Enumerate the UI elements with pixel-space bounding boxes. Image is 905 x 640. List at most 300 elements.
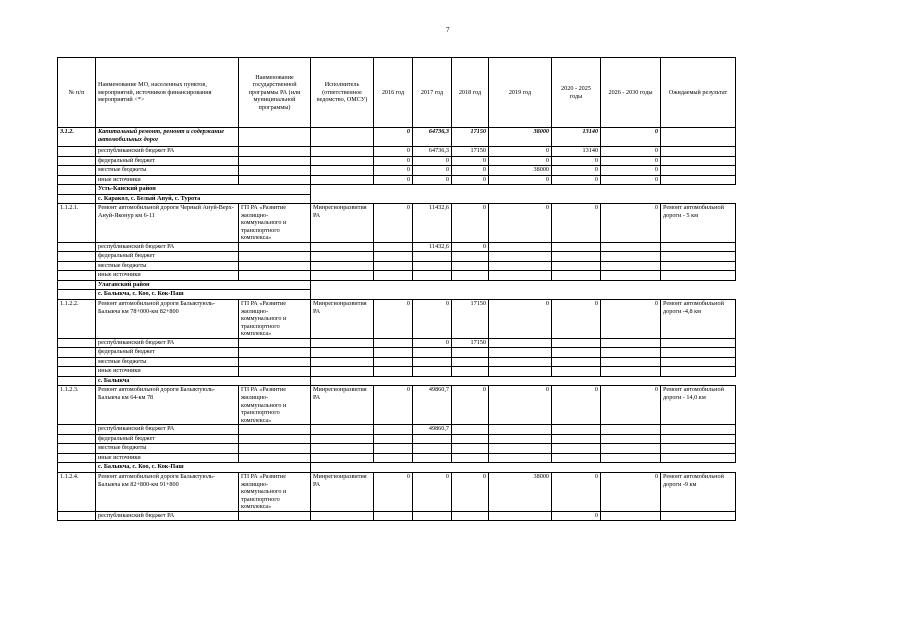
cell xyxy=(311,463,736,473)
cell: ГП РА «Развитие жилищно-коммунального и транспортного комплекса» xyxy=(239,386,311,425)
cell xyxy=(552,453,601,463)
cell xyxy=(239,338,311,348)
section-heading: с. Каракол, с. Белый Ануй, с. Турота xyxy=(96,194,311,204)
cell xyxy=(311,271,374,281)
cell: 17150 xyxy=(452,338,489,348)
cell xyxy=(601,434,661,444)
cell xyxy=(311,128,374,147)
cell xyxy=(239,511,311,521)
cell xyxy=(374,242,413,252)
cell xyxy=(601,271,661,281)
cell xyxy=(552,242,601,252)
cell xyxy=(239,367,311,377)
cell xyxy=(239,434,311,444)
cell xyxy=(413,444,452,454)
cell xyxy=(661,147,736,157)
table-row xyxy=(58,204,736,243)
header-cell: Наименование МО, населенных пунктов, мероприятий, источников финансирования мероприятий <*> xyxy=(96,58,239,128)
cell: Минрегионразвития РА xyxy=(311,204,374,243)
table-row xyxy=(58,444,736,454)
cell xyxy=(58,444,96,454)
cell xyxy=(311,425,374,435)
cell xyxy=(58,367,96,377)
cell xyxy=(58,166,96,176)
table-row xyxy=(58,299,736,338)
cell xyxy=(661,175,736,185)
cell xyxy=(311,166,374,176)
cell xyxy=(239,147,311,157)
cell: федеральный бюджет xyxy=(96,434,239,444)
cell xyxy=(311,252,374,262)
table-row xyxy=(58,185,736,195)
section-heading: Усть-Канский район xyxy=(96,185,311,195)
cell xyxy=(413,434,452,444)
cell: Минрегионразвития РА xyxy=(311,472,374,511)
cell: 0 xyxy=(374,175,413,185)
cell: республиканский бюджет РА xyxy=(96,242,239,252)
cell xyxy=(489,453,552,463)
cell xyxy=(413,357,452,367)
cell xyxy=(239,348,311,358)
cell: ГП РА «Развитие жилищно-коммунального и транспортного комплекса» xyxy=(239,299,311,338)
cell: республиканский бюджет РА xyxy=(96,511,239,521)
cell: федеральный бюджет xyxy=(96,348,239,358)
cell xyxy=(413,453,452,463)
cell: иные источники xyxy=(96,453,239,463)
cell: Ремонт автомобильной дороги - 5 км xyxy=(661,204,736,243)
cell xyxy=(239,271,311,281)
section-heading: с. Балыкча, с. Коо, с. Кок-Паш xyxy=(96,290,311,300)
cell: 38000 xyxy=(489,472,552,511)
cell: местные бюджеты xyxy=(96,357,239,367)
cell: Ремонт автомобильной дороги - 14,0 км xyxy=(661,386,736,425)
cell xyxy=(374,444,413,454)
cell: 0 xyxy=(601,166,661,176)
header-cell: 2016 год xyxy=(374,58,413,128)
cell xyxy=(374,367,413,377)
cell xyxy=(601,252,661,262)
cell xyxy=(311,434,374,444)
cell xyxy=(374,261,413,271)
cell: Капитальный ремонт, ремонт и содержание автомобильных дорог xyxy=(96,128,239,147)
cell: 0 xyxy=(413,175,452,185)
cell xyxy=(311,367,374,377)
cell xyxy=(58,511,96,521)
cell: иные источники xyxy=(96,367,239,377)
cell xyxy=(601,348,661,358)
cell xyxy=(489,434,552,444)
cell: 64736,3 xyxy=(413,128,452,147)
cell xyxy=(58,376,96,386)
cell: 1.1.2.4. xyxy=(58,472,96,511)
cell xyxy=(601,367,661,377)
cell xyxy=(58,357,96,367)
table-row xyxy=(58,511,736,521)
cell xyxy=(489,271,552,281)
table-row xyxy=(58,348,736,358)
cell: 49860,7 xyxy=(413,425,452,435)
cell: республиканский бюджет РА xyxy=(96,147,239,157)
cell xyxy=(489,367,552,377)
cell xyxy=(58,280,96,290)
cell xyxy=(311,348,374,358)
cell xyxy=(374,348,413,358)
cell xyxy=(661,367,736,377)
cell: 0 xyxy=(374,166,413,176)
cell xyxy=(489,348,552,358)
cell xyxy=(601,453,661,463)
cell xyxy=(374,434,413,444)
cell xyxy=(58,453,96,463)
cell: Ремонт автомобильной дороги -9 км xyxy=(661,472,736,511)
cell: 0 xyxy=(452,156,489,166)
cell xyxy=(601,261,661,271)
cell: 0 xyxy=(452,386,489,425)
cell xyxy=(661,242,736,252)
cell: 0 xyxy=(452,242,489,252)
cell xyxy=(58,434,96,444)
table-row xyxy=(58,128,736,147)
cell: 11432,6 xyxy=(413,242,452,252)
cell xyxy=(452,425,489,435)
table-row xyxy=(58,261,736,271)
cell xyxy=(58,338,96,348)
cell xyxy=(58,271,96,281)
cell xyxy=(661,511,736,521)
cell xyxy=(58,242,96,252)
header-cell: Ожидаемый результат xyxy=(661,58,736,128)
cell xyxy=(661,338,736,348)
cell xyxy=(601,511,661,521)
cell: федеральный бюджет xyxy=(96,156,239,166)
table-row xyxy=(58,175,736,185)
cell: Ремонт автомобильной дороги Балыктуюль-Балыкча км 82+800-км 91+800 xyxy=(96,472,239,511)
cell: 0 xyxy=(374,147,413,157)
cell: местные бюджеты xyxy=(96,444,239,454)
cell: 38000 xyxy=(489,166,552,176)
header-cell: 2019 год xyxy=(489,58,552,128)
cell xyxy=(489,252,552,262)
cell xyxy=(413,252,452,262)
cell xyxy=(601,357,661,367)
cell xyxy=(552,348,601,358)
cell: местные бюджеты xyxy=(96,261,239,271)
cell xyxy=(661,261,736,271)
cell xyxy=(552,444,601,454)
header-cell: 2017 год xyxy=(413,58,452,128)
cell: 0 xyxy=(601,175,661,185)
cell xyxy=(552,261,601,271)
cell xyxy=(452,348,489,358)
cell: Ремонт автомобильной дороги Черный Ануй-Верх-Ануй-Яконур км 6-11 xyxy=(96,204,239,243)
cell xyxy=(58,156,96,166)
cell xyxy=(552,367,601,377)
header-cell: 2026 - 2030 годы xyxy=(601,58,661,128)
cell xyxy=(452,252,489,262)
cell xyxy=(552,425,601,435)
cell xyxy=(452,434,489,444)
table-row xyxy=(58,453,736,463)
cell: 0 xyxy=(601,128,661,147)
cell: 0 xyxy=(601,147,661,157)
cell xyxy=(239,357,311,367)
cell xyxy=(661,156,736,166)
cell: 0 xyxy=(552,299,601,338)
table-row xyxy=(58,252,736,262)
cell: 17150 xyxy=(452,147,489,157)
cell xyxy=(58,290,96,300)
cell xyxy=(311,357,374,367)
cell: 0 xyxy=(374,299,413,338)
table-row xyxy=(58,472,736,511)
section-heading: с. Балыкча xyxy=(96,376,311,386)
header-cell: 2018 год xyxy=(452,58,489,128)
cell xyxy=(311,290,736,300)
cell xyxy=(661,453,736,463)
cell xyxy=(489,242,552,252)
cell xyxy=(239,425,311,435)
cell: 0 xyxy=(552,511,601,521)
cell xyxy=(452,444,489,454)
table-row xyxy=(58,147,736,157)
cell xyxy=(552,338,601,348)
cell: Ремонт автомобильной дороги Балыктуюль-Балыкча км 78+000-км 82+800 xyxy=(96,299,239,338)
cell xyxy=(311,175,374,185)
cell xyxy=(374,338,413,348)
cell xyxy=(413,271,452,281)
cell: 0 xyxy=(374,472,413,511)
cell xyxy=(239,242,311,252)
cell: 0 xyxy=(489,147,552,157)
cell xyxy=(311,511,374,521)
cell xyxy=(374,357,413,367)
cell xyxy=(58,463,96,473)
cell xyxy=(58,425,96,435)
cell xyxy=(311,242,374,252)
cell xyxy=(452,453,489,463)
cell xyxy=(552,434,601,444)
cell xyxy=(661,166,736,176)
table-row xyxy=(58,463,736,473)
cell xyxy=(452,357,489,367)
cell: 0 xyxy=(413,156,452,166)
cell: 0 xyxy=(489,204,552,243)
cell xyxy=(413,511,452,521)
cell: 1.1.2.1. xyxy=(58,204,96,243)
cell xyxy=(239,166,311,176)
cell xyxy=(311,444,374,454)
cell xyxy=(601,338,661,348)
cell xyxy=(413,261,452,271)
cell xyxy=(489,511,552,521)
table-row xyxy=(58,434,736,444)
cell xyxy=(374,453,413,463)
table-row xyxy=(58,280,736,290)
cell xyxy=(374,425,413,435)
cell: иные источники xyxy=(96,271,239,281)
table-row xyxy=(58,242,736,252)
cell xyxy=(661,444,736,454)
cell: иные источники xyxy=(96,175,239,185)
cell xyxy=(661,425,736,435)
cell: Ремонт автомобильной дороги Балыктуюль-Балыкча км 64-км 78 xyxy=(96,386,239,425)
cell xyxy=(661,252,736,262)
table-row xyxy=(58,367,736,377)
cell xyxy=(311,156,374,166)
cell xyxy=(601,242,661,252)
cell xyxy=(58,261,96,271)
table-row xyxy=(58,271,736,281)
cell xyxy=(552,357,601,367)
cell xyxy=(452,271,489,281)
table-row xyxy=(58,357,736,367)
table-row xyxy=(58,376,736,386)
cell: 0 xyxy=(601,156,661,166)
cell: 3.1.2. xyxy=(58,128,96,147)
cell xyxy=(374,252,413,262)
cell xyxy=(58,194,96,204)
cell xyxy=(58,147,96,157)
cell xyxy=(311,280,736,290)
cell: 38000 xyxy=(489,128,552,147)
cell xyxy=(311,147,374,157)
header-cell: № п/п xyxy=(58,58,96,128)
cell: федеральный бюджет xyxy=(96,252,239,262)
cell: республиканский бюджет РА xyxy=(96,425,239,435)
cell xyxy=(311,261,374,271)
cell: 0 xyxy=(552,175,601,185)
cell: 0 xyxy=(413,472,452,511)
cell: 0 xyxy=(601,386,661,425)
cell xyxy=(489,338,552,348)
cell xyxy=(239,252,311,262)
cell: 64736,3 xyxy=(413,147,452,157)
table-row xyxy=(58,194,736,204)
cell: 13140 xyxy=(552,128,601,147)
cell xyxy=(239,444,311,454)
cell xyxy=(552,271,601,281)
cell xyxy=(413,348,452,358)
cell: 0 xyxy=(413,166,452,176)
cell: 0 xyxy=(601,472,661,511)
cell: 0 xyxy=(374,386,413,425)
cell: местные бюджеты xyxy=(96,166,239,176)
section-heading: с. Балыкча, с. Коо, с. Кок-Паш xyxy=(96,463,311,473)
cell xyxy=(311,194,736,204)
table-row xyxy=(58,290,736,300)
cell: 0 xyxy=(489,156,552,166)
cell: Минрегионразвития РА xyxy=(311,386,374,425)
cell: 0 xyxy=(374,204,413,243)
budget-table xyxy=(57,57,736,521)
cell: республиканский бюджет РА xyxy=(96,338,239,348)
cell: 0 xyxy=(601,204,661,243)
header-cell: 2020 - 2025 годы xyxy=(552,58,601,128)
cell: 0 xyxy=(374,128,413,147)
cell xyxy=(374,511,413,521)
cell xyxy=(239,261,311,271)
cell: ГП РА «Развитие жилищно-коммунального и транспортного комплекса» xyxy=(239,204,311,243)
cell: 0 xyxy=(452,166,489,176)
cell xyxy=(311,376,736,386)
cell: 13140 xyxy=(552,147,601,157)
cell: 0 xyxy=(489,299,552,338)
cell xyxy=(661,434,736,444)
cell xyxy=(661,348,736,358)
cell: 0 xyxy=(489,175,552,185)
cell: 0 xyxy=(413,299,452,338)
cell xyxy=(601,425,661,435)
cell xyxy=(58,348,96,358)
cell xyxy=(661,128,736,147)
cell xyxy=(489,444,552,454)
cell: Минрегионразвития РА xyxy=(311,299,374,338)
cell: 0 xyxy=(374,156,413,166)
cell xyxy=(452,511,489,521)
cell xyxy=(58,175,96,185)
cell: 17150 xyxy=(452,128,489,147)
cell xyxy=(452,367,489,377)
cell xyxy=(489,425,552,435)
section-heading: Улаганский район xyxy=(96,280,311,290)
cell xyxy=(601,444,661,454)
cell: 49860,7 xyxy=(413,386,452,425)
page-number: 7 xyxy=(446,26,450,34)
cell: Ремонт автомобильной дороги -4,8 км xyxy=(661,299,736,338)
cell xyxy=(661,357,736,367)
table-row xyxy=(58,156,736,166)
table-row xyxy=(58,166,736,176)
cell xyxy=(311,453,374,463)
cell: 1.1.2.2. xyxy=(58,299,96,338)
cell xyxy=(661,271,736,281)
cell: 0 xyxy=(552,166,601,176)
cell: 0 xyxy=(552,472,601,511)
cell xyxy=(239,453,311,463)
cell xyxy=(489,261,552,271)
cell: 0 xyxy=(601,299,661,338)
cell xyxy=(239,128,311,147)
table-header-row xyxy=(58,58,736,128)
cell xyxy=(489,357,552,367)
cell xyxy=(58,252,96,262)
cell: 0 xyxy=(452,472,489,511)
cell xyxy=(58,185,96,195)
cell: 0 xyxy=(413,338,452,348)
cell xyxy=(239,156,311,166)
cell xyxy=(374,271,413,281)
cell xyxy=(311,338,374,348)
header-cell: Исполнитель (ответственное ведомство, ОМСУ) xyxy=(311,58,374,128)
table-row xyxy=(58,425,736,435)
cell: 17150 xyxy=(452,299,489,338)
table-row xyxy=(58,338,736,348)
cell xyxy=(452,261,489,271)
cell: 0 xyxy=(552,204,601,243)
cell xyxy=(239,175,311,185)
table-row xyxy=(58,386,736,425)
cell: 0 xyxy=(489,386,552,425)
header-cell: Наименование государственной программы РА (или муниципальной программы) xyxy=(239,58,311,128)
cell: 0 xyxy=(452,175,489,185)
cell: 1.1.2.3. xyxy=(58,386,96,425)
cell xyxy=(413,367,452,377)
cell: 0 xyxy=(552,386,601,425)
cell xyxy=(552,252,601,262)
cell: 11432,6 xyxy=(413,204,452,243)
cell: 0 xyxy=(552,156,601,166)
cell xyxy=(311,185,736,195)
